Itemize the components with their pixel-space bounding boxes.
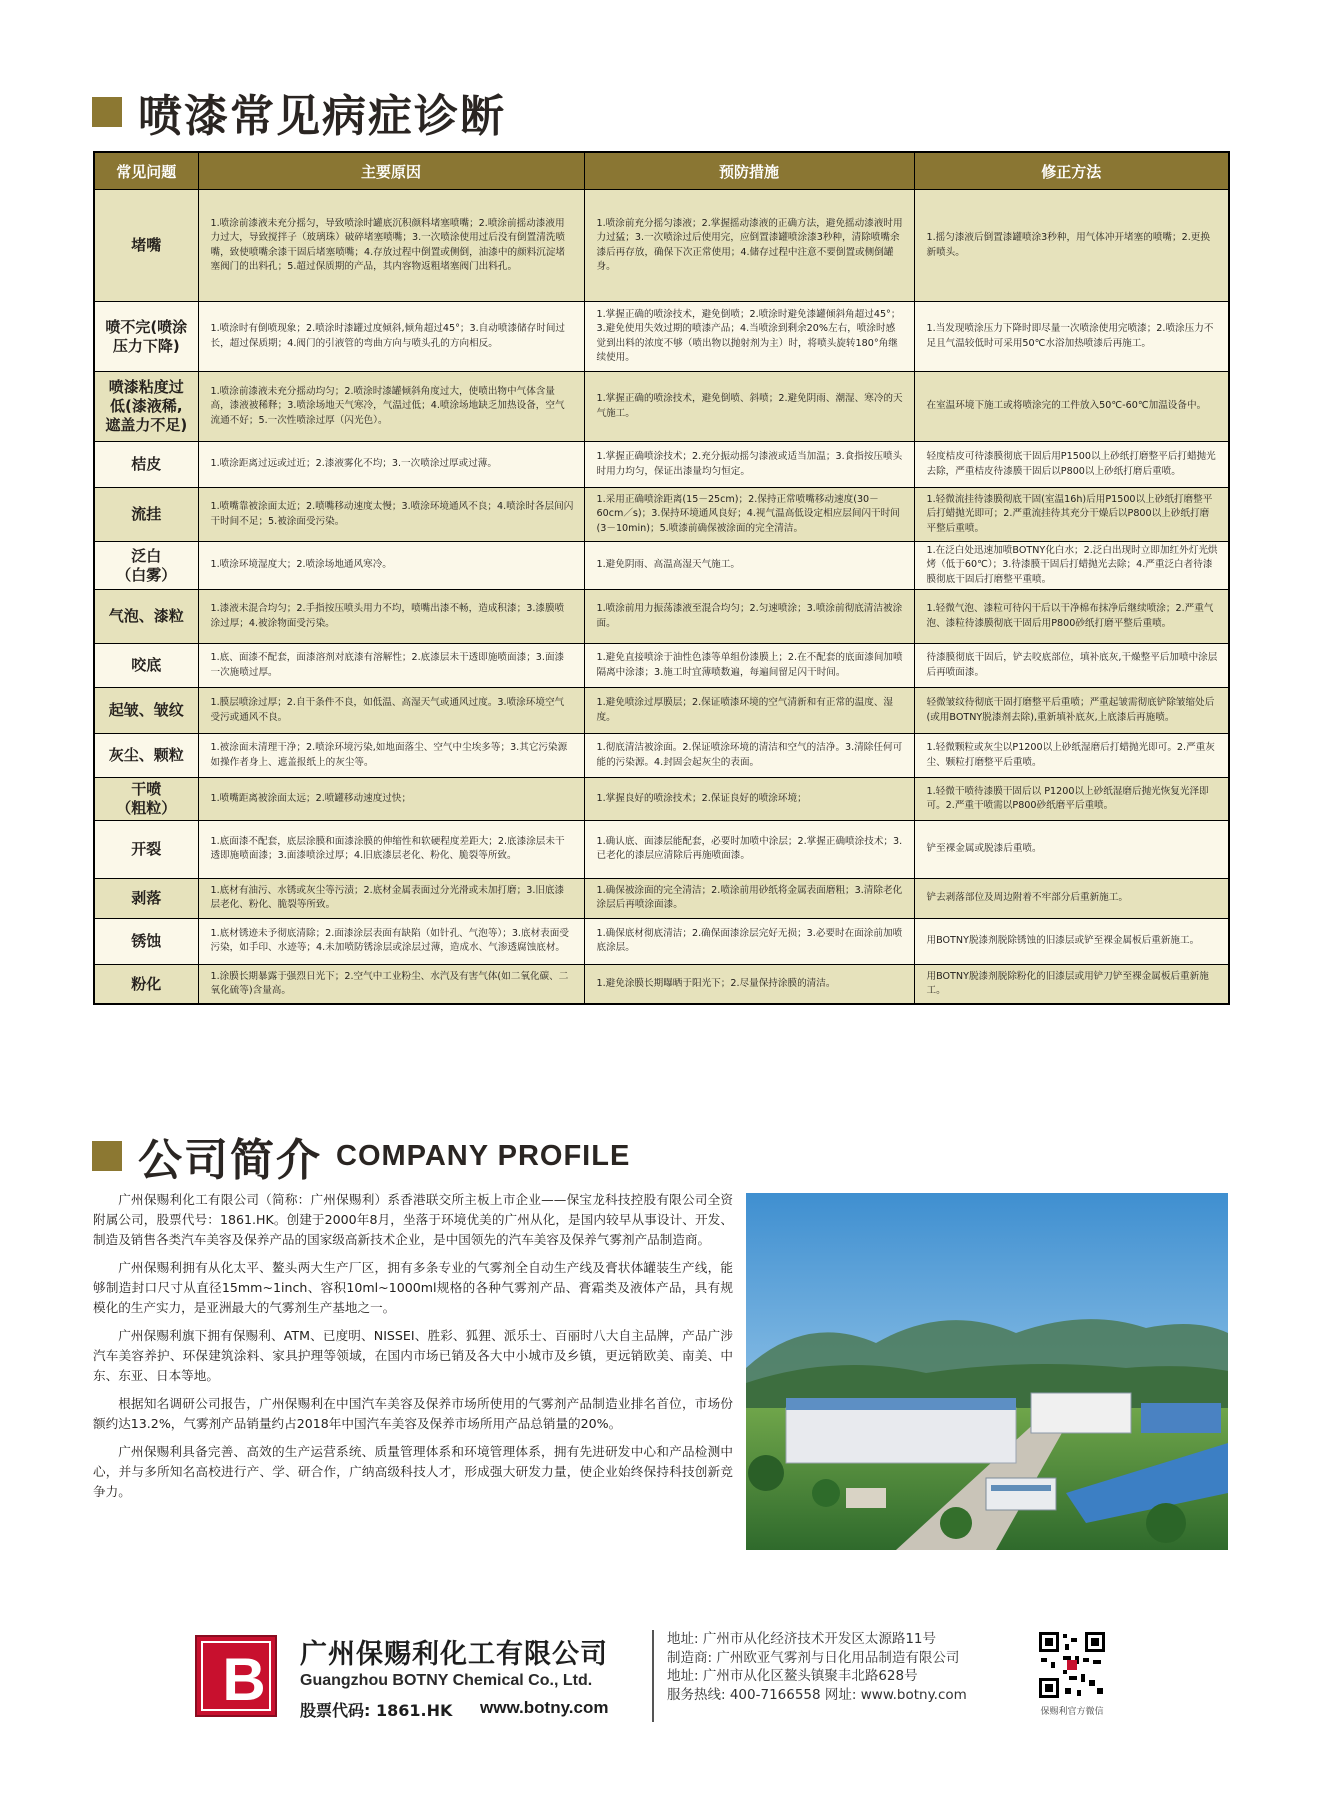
- cause-cell: 1.喷涂环境湿度大；2.喷涂场地通风寒冷。: [198, 542, 584, 590]
- fix-cell: 在室温环境下施工或将喷涂完的工件放入50℃-60℃加温设备中。: [914, 372, 1229, 442]
- cause-cell: 1.喷嘴距离被涂面太远；2.喷罐移动速度过快；: [198, 778, 584, 821]
- table-row: [94, 918, 1229, 964]
- problem-cell: 桔皮: [94, 442, 198, 488]
- problem-cell: 堵嘴: [94, 190, 198, 302]
- profile-title: 公司简介: [138, 1135, 322, 1186]
- table-row: [94, 442, 1229, 488]
- fix-cell: 轻微皱纹待彻底干固打磨整平后重喷；严重起皱需彻底铲除皱缩处后(或用BOTNY脱漆剂去除),重新填补底灰,上底漆后再施喷。: [914, 688, 1229, 734]
- table-row: [94, 734, 1229, 778]
- address-2: 地址: 广州市从化区鳌头镇聚丰北路628号: [667, 1668, 918, 1684]
- prevention-cell: 1.喷涂前用力振荡漆液至混合均匀；2.匀速喷涂；3.喷涂前彻底清洁被涂面。: [584, 590, 914, 644]
- problem-cell: 气泡、漆粒: [94, 590, 198, 644]
- cause-cell: 1.涂膜长期暴露于强烈日光下；2.空气中工业粉尘、水汽及有害气体(如二氧化碳、二氧化硫等)含量高。: [198, 964, 584, 1004]
- prevention-cell: 1.确保底材彻底清洁；2.确保面漆涂层完好无损；3.必要时在面涂前加喷底涂层。: [584, 918, 914, 964]
- header-fix: 修正方法: [914, 152, 1229, 190]
- prevention-cell: 1.避免涂膜长期曝晒于阳光下；2.尽量保持涂膜的清洁。: [584, 964, 914, 1004]
- prevention-cell: 1.掌握正确的喷涂技术，避免倒喷、斜喷；2.避免阴雨、潮湿、寒冷的天气施工。: [584, 372, 914, 442]
- table-row: [94, 878, 1229, 918]
- cause-cell: 1.底材锈迹未予彻底清除；2.面漆涂层表面有缺陷（如针孔、气泡等）；3.底材表面受污染，如手印、水迹等；4.未加喷防锈涂层或涂层过薄，造成水、气渗透腐蚀底材。: [198, 918, 584, 964]
- cause-cell: 1.底材有油污、水锈或灰尘等污渍；2.底材金属表面过分光滑或未加打磨；3.旧底漆层老化、粉化、脆裂等所致。: [198, 878, 584, 918]
- problem-cell: 喷漆粘度过 低(漆液稀, 遮盖力不足): [94, 372, 198, 442]
- cause-cell: 1.喷涂前漆液未充分摇匀，导致喷涂时罐底沉积颜料堵塞喷嘴；2.喷涂前摇动漆液用力过大，导致搅拌子（玻璃珠）破碎堵塞喷嘴；3.一次喷涂使用过后没有倒置清洗喷嘴，致使喷嘴余漆干固后堵塞喷嘴；4.存放过程中倒置或侧倒，油漆中的颜料沉淀堵塞阀门的出料孔；5.超过保质期的产品，其内容物返粗堵塞阀门出料孔。: [198, 190, 584, 302]
- table-row: [94, 644, 1229, 688]
- hotline: 服务热线: 400-7166558 网址: www.botny.com: [667, 1686, 967, 1703]
- table-row: [94, 488, 1229, 542]
- prevention-cell: 1.喷涂前充分摇匀漆液；2.掌握摇动漆液的正确方法，避免摇动漆液时用力过猛；3.一次喷涂过后使用完，应倒置漆罐喷涂漆3秒种，清除喷嘴余漆后再存放，确保下次正常使用；4.储存过程中注意不要倒置或侧倒罐身。: [584, 190, 914, 302]
- table-row: [94, 302, 1229, 372]
- website-link[interactable]: www.botny.com: [480, 1698, 609, 1717]
- prevention-cell: 1.确认底、面漆层能配套，必要时加喷中涂层；2.掌握正确喷涂技术；3.已老化的漆层应清除后再施喷面漆。: [584, 820, 914, 878]
- problem-cell: 开裂: [94, 820, 198, 878]
- diagnosis-title: 喷漆常见病症诊断: [138, 91, 506, 142]
- header-problem: 常见问题: [94, 152, 198, 190]
- stock-code: 股票代码: 1861.HK: [300, 1701, 453, 1720]
- fix-cell: 用BOTNY脱漆剂脱除粉化的旧漆层或用铲刀铲至裸金属板后重新施工。: [914, 964, 1229, 1004]
- profile-paragraph: 广州保赐利旗下拥有保赐利、ATM、已度明、NISSEI、胜彩、狐狸、派乐士、百丽时八大自主品牌，产品广涉汽车美容养护、环保建筑涂料、家具护理等领域，在国内市场已销及各大中小城市及乡镇，更远销欧美、南美、中东、东亚、日本等地。: [93, 1328, 733, 1383]
- profile-text: [93, 1190, 733, 1510]
- table-row: [94, 590, 1229, 644]
- problem-cell: 起皱、皱纹: [94, 688, 198, 734]
- table-header-row: [94, 152, 1229, 190]
- fix-cell: 轻度桔皮可待漆膜彻底干固后用P1500以上砂纸打磨整平后打蜡抛光去除，严重桔皮待漆膜干固后以P800以上砂纸打磨后重喷。: [914, 442, 1229, 488]
- cause-cell: 1.喷嘴靠被涂面太近；2.喷嘴移动速度太慢；3.喷涂环境通风不良；4.喷涂时各层间闪干时间不足；5.被涂面受污染。: [198, 488, 584, 542]
- table-row: [94, 820, 1229, 878]
- fix-cell: 1.摇匀漆液后倒置漆罐喷涂3秒种，用气体冲开堵塞的喷嘴；2.更换新喷头。: [914, 190, 1229, 302]
- profile-paragraph: 广州保赐利化工有限公司（简称：广州保赐利）系香港联交所主板上市企业——保宝龙科技控股有限公司全资附属公司，股票代号：1861.HK。创建于2000年8月，坐落于环境优美的广州从化，是国内较早从事设计、开发、制造及销售各类汽车美容及保养产品的国家级高新技术企业，是中国领先的汽车美容及保养气雾剂产品制造商。: [93, 1192, 733, 1247]
- profile-title-en: COMPANY PROFILE: [336, 1139, 631, 1172]
- problem-cell: 喷不完(喷涂 压力下降): [94, 302, 198, 372]
- prevention-cell: 1.掌握正确喷涂技术；2.充分振动摇匀漆液或适当加温；3.食指按压喷头时用力均匀，保证出漆量均匀恒定。: [584, 442, 914, 488]
- prevention-cell: 1.掌握良好的喷涂技术；2.保证良好的喷涂环境；: [584, 778, 914, 821]
- cause-cell: 1.被涂面未清理干净；2.喷涂环境污染,如地面落尘、空气中尘埃多等；3.其它污染源如操作者身上、遮盖报纸上的灰尘等。: [198, 734, 584, 778]
- cause-cell: 1.喷涂距离过远或过近；2.漆液雾化不均；3.一次喷涂过厚或过薄。: [198, 442, 584, 488]
- header-cause: 主要原因: [198, 152, 584, 190]
- problem-cell: 流挂: [94, 488, 198, 542]
- problem-cell: 粉化: [94, 964, 198, 1004]
- cause-cell: 1.膜层喷涂过厚；2.自干条件不良，如低温、高湿天气或通风过度。3.喷涂环境空气受污或通风不良。: [198, 688, 584, 734]
- address-1: 地址: 广州市从化经济技术开发区太源路11号: [667, 1631, 937, 1647]
- prevention-cell: 1.避免直接喷涂于油性色漆等单组份漆膜上；2.在不配套的底面漆间加喷隔离中涂漆；3.施工时宜薄喷数遍，每遍间留足闪干时间。: [584, 644, 914, 688]
- fix-cell: 1.在泛白处迅速加喷BOTNY化白水；2.泛白出现时立即加红外灯光烘烤（低于60℃）；3.待漆膜干固后打蜡抛光去除；4.严重泛白者待漆膜彻底干固后打磨整平重喷。: [914, 542, 1229, 590]
- fix-cell: 1.轻微颗粒或灰尘以P1200以上砂纸湿磨后打蜡抛光即可。2.严重灰尘、颗粒打磨整平后重喷。: [914, 734, 1229, 778]
- prevention-cell: 1.避免喷涂过厚膜层；2.保证喷漆环境的空气清新和有正常的温度、湿度。: [584, 688, 914, 734]
- botny-logo-icon: [194, 1634, 278, 1718]
- fix-cell: 1.当发现喷涂压力下降时即尽量一次喷涂使用完喷漆；2.喷涂压力不足且气温较低时可采用50℃水浴加热喷漆后再施工。: [914, 302, 1229, 372]
- factory-aerial-photo: [746, 1193, 1228, 1550]
- table-row: [94, 372, 1229, 442]
- problem-cell: 干喷 （粗粒）: [94, 778, 198, 821]
- cause-cell: 1.底、面漆不配套，面漆溶剂对底漆有溶解性；2.底漆层未干透即施喷面漆；3.面漆一次施喷过厚。: [198, 644, 584, 688]
- problem-cell: 灰尘、颗粒: [94, 734, 198, 778]
- qr-caption: 保赐利官方微信: [1040, 1707, 1104, 1717]
- diagnosis-table: [93, 151, 1230, 1005]
- table-row: [94, 778, 1229, 821]
- fix-cell: 1.轻微干喷待漆膜干固后以 P1200以上砂纸湿磨后抛光恢复光泽即可。2.严重干喷需以P800砂纸磨平后重喷。: [914, 778, 1229, 821]
- header-prevention: 预防措施: [584, 152, 914, 190]
- company-name-en: Guangzhou BOTNY Chemical Co., Ltd.: [300, 1672, 593, 1689]
- fix-cell: 1.轻微气泡、漆粒可待闪干后以干净棉布抹净后继续喷涂；2.严重气泡、漆粒待漆膜彻底干固后用P800砂纸打磨平整后重喷。: [914, 590, 1229, 644]
- prevention-cell: 1.彻底清洁被涂面。2.保证喷涂环境的清洁和空气的洁净。3.清除任何可能的污染源。4.封固会起灰尘的表面。: [584, 734, 914, 778]
- table-row: [94, 542, 1229, 590]
- fix-cell: 铲去剥落部位及周边附着不牢部分后重新施工。: [914, 878, 1229, 918]
- company-name-cn: 广州保赐利化工有限公司: [300, 1639, 608, 1670]
- problem-cell: 咬底: [94, 644, 198, 688]
- section-marker-icon: [92, 1141, 122, 1171]
- diagnosis-section-header: [92, 80, 506, 144]
- prevention-cell: 1.掌握正确的喷涂技术，避免倒喷；2.喷涂时避免漆罐倾斜角超过45°；3.避免使用失效过期的喷漆产品；4.当喷涂到剩余20%左右，喷涂时感觉到出料的浓度不够（喷出物以抛射剂为主）时，将喷头旋转180°角继续使用。: [584, 302, 914, 372]
- profile-section-header: [92, 1124, 630, 1188]
- profile-paragraph: 根据知名调研公司报告，广州保赐利在中国汽车美容及保养市场所使用的气雾剂产品制造业排名首位，市场份额约达13.2%，气雾剂产品销量约占2018年中国汽车美容及保养市场所用产品总销量的20%。: [93, 1396, 733, 1431]
- table-body: [94, 190, 1229, 1005]
- profile-paragraph: 广州保赐利具备完善、高效的生产运营系统、质量管理体系和环境管理体系，拥有先进研发中心和产品检测中心，并与多所知名高校进行产、学、研合作，广纳高级科技人才，形成强大研发力量，使企业始终保持科技创新竞争力。: [93, 1444, 733, 1499]
- manufacturer: 制造商: 广州欧亚气雾剂与日化用品制造有限公司: [667, 1649, 960, 1666]
- footer-divider: [652, 1630, 654, 1722]
- prevention-cell: 1.避免阴雨、高温高湿天气施工。: [584, 542, 914, 590]
- problem-cell: 锈蚀: [94, 918, 198, 964]
- fix-cell: 待漆膜彻底干固后，铲去咬底部位，填补底灰,干燥整平后加喷中涂层后再喷面漆。: [914, 644, 1229, 688]
- prevention-cell: 1.采用正确喷涂距离(15－25cm)；2.保持正常喷嘴移动速度(30－60cm／s)；3.保持环境通风良好；4.视气温高低设定相应层间闪干时间(3－10min)；5.喷漆前确保被涂面的完全清洁。: [584, 488, 914, 542]
- fix-cell: 1.轻微流挂待漆膜彻底干固(室温16h)后用P1500以上砂纸打磨整平后打蜡抛光即可；2.严重流挂待其充分干燥后以P800以上砂纸打磨平整后重喷。: [914, 488, 1229, 542]
- section-marker-icon: [92, 97, 122, 127]
- fix-cell: 铲至裸金属或脱漆后重喷。: [914, 820, 1229, 878]
- table-row: [94, 688, 1229, 734]
- qr-code-icon[interactable]: [1037, 1630, 1107, 1700]
- profile-paragraph: 广州保赐利拥有从化太平、鳌头两大生产厂区，拥有多条专业的气雾剂全自动生产线及膏状体罐装生产线，能够制造封口尺寸从直径15mm~1inch、容积10ml~1000ml规格的各种气雾剂产品、膏霜类及液体产品，具有规模化的生产实力，是亚洲最大的气雾剂生产基地之一。: [93, 1260, 733, 1315]
- fix-cell: 用BOTNY脱漆剂脱除锈蚀的旧漆层或铲至裸金属板后重新施工。: [914, 918, 1229, 964]
- cause-cell: 1.底面漆不配套，底层涂膜和面漆涂膜的伸缩性和软硬程度差距大；2.底漆涂层未干透即施喷面漆；3.面漆喷涂过厚；4.旧底漆层老化、粉化、脆裂等所致。: [198, 820, 584, 878]
- table-row: [94, 964, 1229, 1004]
- contact-info: [667, 1630, 967, 1704]
- table-row: [94, 190, 1229, 302]
- cause-cell: 1.喷涂前漆液未充分摇动均匀；2.喷涂时漆罐倾斜角度过大，使喷出物中气体含量高，漆液被稀释；3.喷涂场地天气寒冷，气温过低；4.喷涂场地缺乏加热设备，空气流通不好；5.一次性喷涂过厚（闪光色）。: [198, 372, 584, 442]
- problem-cell: 剥落: [94, 878, 198, 918]
- footer: [0, 1620, 1323, 1730]
- problem-cell: 泛白 （白雾）: [94, 542, 198, 590]
- cause-cell: 1.喷涂时有倒喷现象；2.喷涂时漆罐过度倾斜,倾角超过45°；3.自动喷漆储存时间过长，超过保质期；4.阀门的引液管的弯曲方向与喷头孔的方向相反。: [198, 302, 584, 372]
- svg-text:B: B: [222, 1646, 266, 1713]
- prevention-cell: 1.确保被涂面的完全清洁；2.喷涂前用砂纸将金属表面磨粗；3.清除老化涂层后再喷涂面漆。: [584, 878, 914, 918]
- cause-cell: 1.漆液未混合均匀；2.手指按压喷头用力不均，喷嘴出漆不畅，造成积漆；3.漆膜喷涂过厚；4.被涂物面受污染。: [198, 590, 584, 644]
